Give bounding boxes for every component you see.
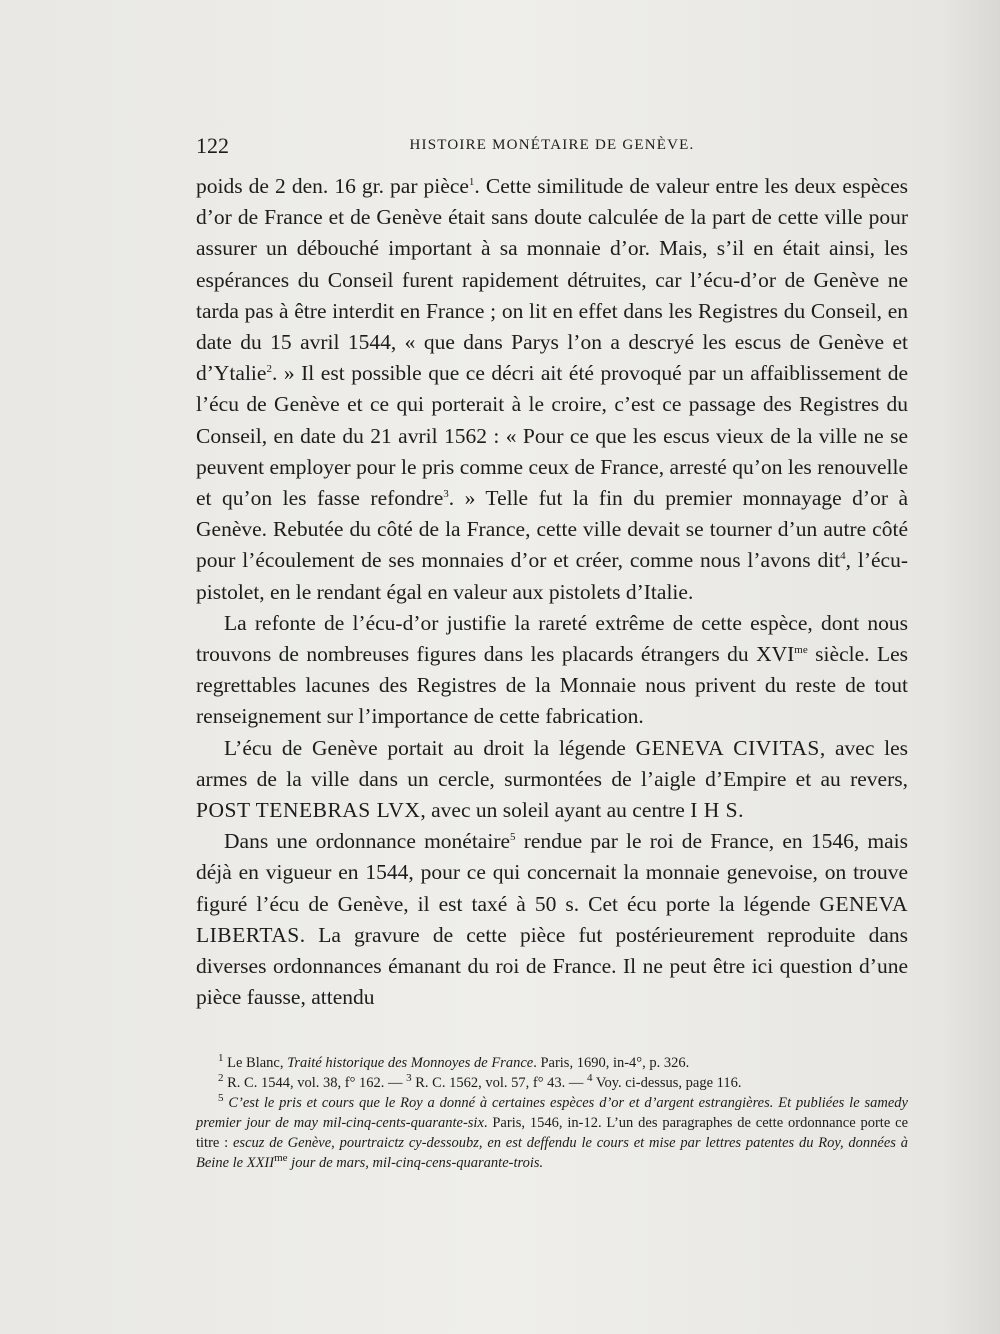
footnote-2-3-4 xyxy=(196,1073,908,1093)
text-span: Dans une ordonnance monétaire xyxy=(224,829,511,854)
footnote-ref: 1 xyxy=(468,175,475,188)
text-span: rendue par le roi de France, en 1546, mais déjà en vigueur en 1544, pour ce qui concernait la monnaie genevoise, on trouve figuré l’écu de Genève, il est taxé à 50 s. Cet écu porte la légende xyxy=(196,829,908,916)
footnote-ref: 4 xyxy=(840,550,846,563)
footnote-mark: 4 xyxy=(587,1072,593,1085)
text-span: . Paris, 1690, in-4°, p. 326. xyxy=(533,1055,690,1071)
paragraph-2 xyxy=(196,608,908,733)
text-span: Voy. ci-dessus, page 116. xyxy=(592,1075,742,1091)
footnotes xyxy=(196,1053,908,1173)
italic-quote: escuz de Genève, pourtraictz cy-dessoubz, en est deffendu le cours et mise par lettres patentes du Roy, données à Beine le XXII xyxy=(196,1135,908,1171)
legend-text: I H S xyxy=(690,798,739,823)
text-span: . » Telle fut la fin du premier monnayage d’or à Genève. Rebutée du côté de la France, cette ville devait se tourner d’un autre côté pour l’écoulement de ses monnaies d’or et créer, comme nous l’avons dit xyxy=(196,486,908,573)
running-title: HISTOIRE MONÉTAIRE DE GENÈVE. xyxy=(409,137,695,153)
footnote-mark: 3 xyxy=(406,1072,412,1085)
text-span: poids de 2 den. 16 gr. par pièce xyxy=(196,174,469,198)
book-title: Traité historique des Monnoyes de France xyxy=(287,1055,534,1071)
footnote-1 xyxy=(196,1053,908,1073)
text-span: . » Il est possible que ce décri ait été provoqué par un affaiblissement de l’écu de Genève et ce qui porterait à le croire, c’est ce passage des Registres du Conseil, en date du 21 avril 1562 : « Pour ce que les escus vieux de la ville ne se peuvent employer pour le pris comme ceux de France, arresté qu’on les renouvelle et qu’on les fasse refondre xyxy=(196,361,908,511)
text-span: , avec les armes de la ville dans un cercle, surmontées de l’aigle d’Empire et au revers, xyxy=(196,735,908,791)
legend-text: GENEVA CIVITAS xyxy=(635,735,820,760)
text-span: R. C. 1544, vol. 38, f° 162. — xyxy=(223,1075,407,1091)
legend-text: POST TENEBRAS LVX xyxy=(196,798,421,823)
text-span: . La gravure de cette pièce fut postérieurement reproduite dans diverses ordonnances émanant du roi de France. Il ne peut être ici question d’une pièce fausse, attendu xyxy=(196,922,908,1010)
text-span: La refonte de l’écu-d’or justifie la rareté extrême de cette espèce, dont nous trouvons de nombreuses figures dans les placards étrangers du XVI xyxy=(196,610,908,667)
text-span: . Cette similitude de valeur entre les deux espèces d’or de France et de Genève était sans doute calculée de la part de cette ville pour assurer un débouché important à sa monnaie d’or. Mais, s’il en était ainsi, les espérances du Conseil furent rapidement détruites, car l’écu-d’or de Genève ne tarda pas à être interdit en France ; on lit en effet dans les Registres du Conseil, en date du 15 avril 1544, « que dans Parys l’on a descryé les escus de Genève et d’Ytalie xyxy=(196,174,909,386)
text-span: R. C. 1562, vol. 57, f° 43. — xyxy=(411,1075,587,1091)
footnote-mark: 1 xyxy=(218,1052,224,1065)
italic-quote: jour de mars, mil-cinq-cens-quarante-trois. xyxy=(287,1155,544,1171)
page-number: 122 xyxy=(196,133,229,158)
text-span: , l’écu-pistolet, en le rendant égal en valeur aux pistolets d’Italie. xyxy=(196,548,908,604)
superscript: me xyxy=(794,643,808,656)
text-span: siècle. Les regrettables lacunes des Registres de la Monnaie nous privent du reste de tout renseignement sur l’importance de cette fabrication. xyxy=(196,642,908,729)
italic-quote: C’est le pris et cours que le Roy a donné à certaines espèces d’or et d’argent estrangières. Et publiées le samedy premier jour de may mil-cinq-cents-quarante-six xyxy=(196,1095,908,1131)
legend-text: GENEVA LIBERTAS xyxy=(196,891,908,947)
footnote-ref: 3 xyxy=(443,487,449,500)
main-text xyxy=(196,171,908,1013)
footnote-ref: 2 xyxy=(266,363,272,376)
footnote-mark: 5 xyxy=(218,1092,224,1105)
text-span: . xyxy=(738,798,744,823)
paragraph-3 xyxy=(196,733,908,827)
footnote-mark: 2 xyxy=(218,1072,224,1085)
footnote-ref: 5 xyxy=(510,831,516,844)
superscript: me xyxy=(274,1152,288,1165)
footnote-5 xyxy=(196,1093,908,1173)
page-header xyxy=(196,133,908,159)
paragraph-4 xyxy=(196,826,908,1013)
text-span: . Paris, 1546, in-12. L’un des paragraphes de cette ordonnance porte ce titre : xyxy=(196,1115,909,1151)
text-span: Le Blanc, xyxy=(223,1055,288,1071)
text-span: , avec un soleil ayant au centre xyxy=(420,798,691,823)
text-span: L’écu de Genève portait au droit la légende xyxy=(224,735,636,760)
paragraph-1 xyxy=(196,171,908,608)
